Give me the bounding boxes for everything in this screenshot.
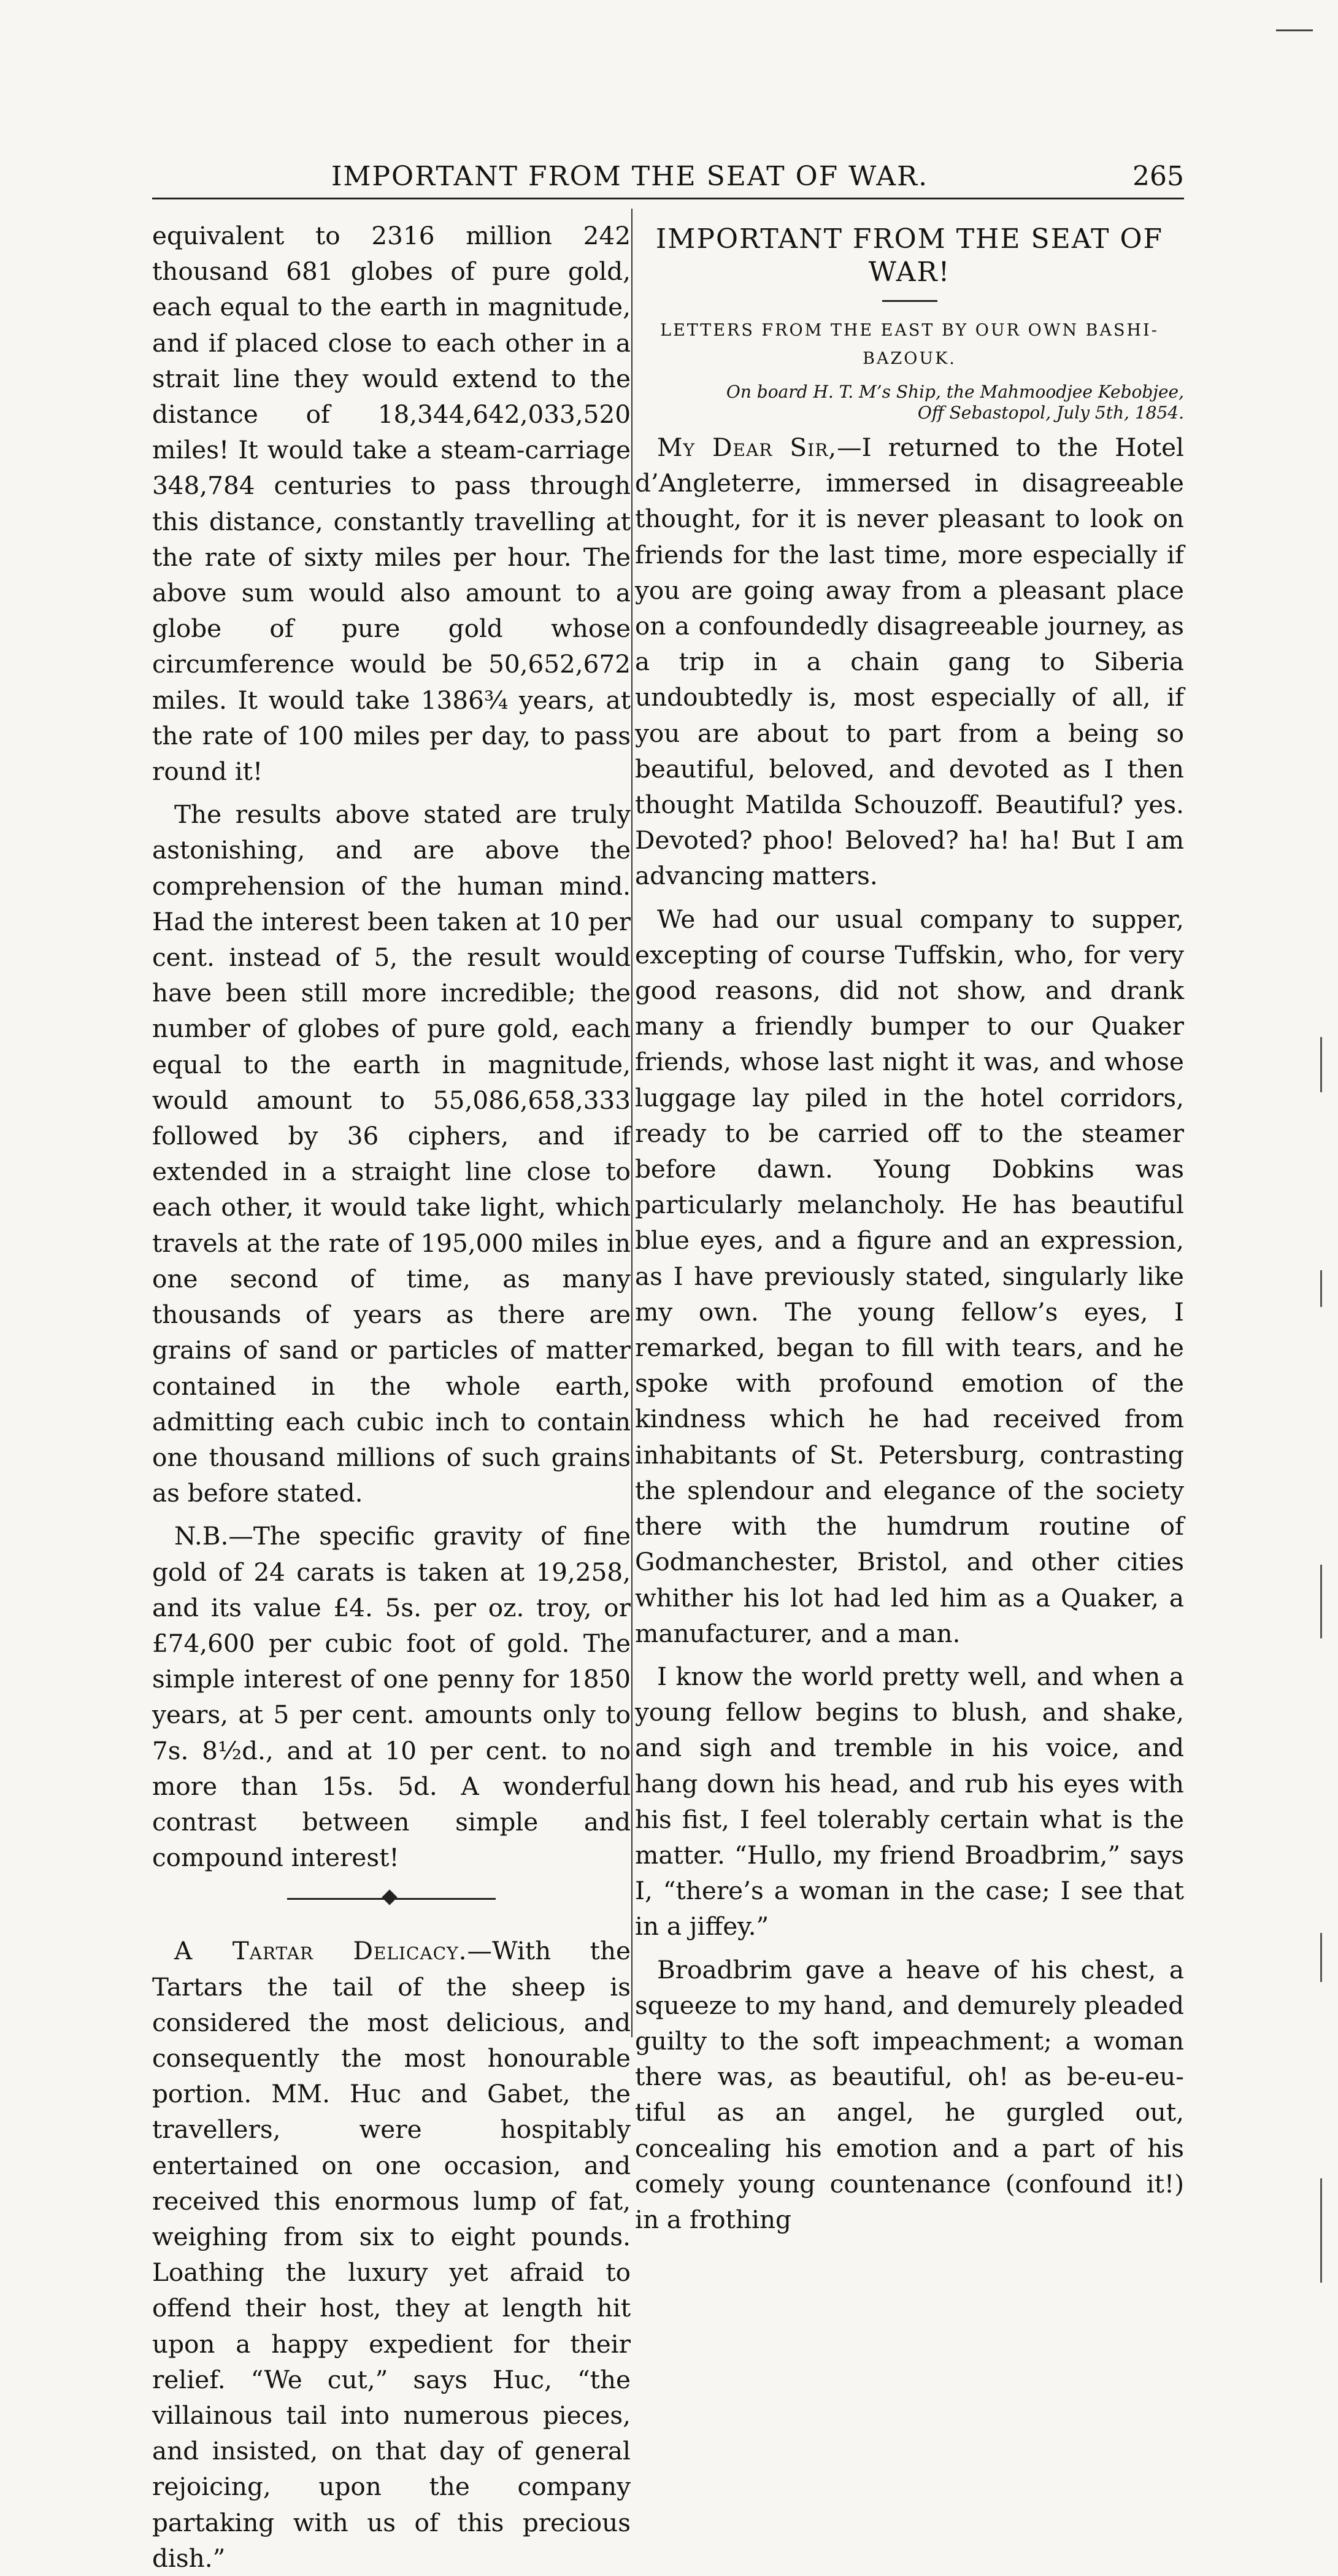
dateline <box>635 382 1184 423</box>
section-ornament <box>287 1891 496 1906</box>
left-paragraph-3: N.B.—The specific gravity of fine gold of 24 carats is taken at 19,258, and its value £4. 5s. per oz. troy, or £74,600 per cubic foot of gold. The simple interest of one penny for 1850 years, at 5 per cent. amounts only to 7s. 8½d., and at 10 per cent. to no more than 15s. 5d. A wonderful contrast between simple and compound interest! <box>152 1521 631 1873</box>
running-title: IMPORTANT FROM THE SEAT OF WAR. <box>331 161 929 192</box>
left-paragraph-2: The results above stated are truly astonishing, and are above the comprehension of the human mind. Had the interest been taken at 10 per cent. instead of 5, the result would have been still more incredible; the number of globes of pure gold, each equal to the earth in magnitude, would amount to 55,086,658,333 followed by 36 ciphers, and if extended in a straight line close to each other, it would take light, which travels at the rate of 195,000 miles in one second of time, as many thousands of years as there are grains of sand or particles of matter contained in the whole earth, admitting each cubic inch to contain one thousand millions of such grains as before stated. <box>152 800 631 1508</box>
dateline-line-1: On board H. T. M’s Ship, the Mahmoodjee Kebobjee, <box>726 382 1184 402</box>
page-number: 265 <box>1132 161 1184 192</box>
right-column <box>635 218 1184 2234</box>
header-rule <box>152 198 1184 199</box>
article-title: IMPORTANT FROM THE SEAT OF WAR! <box>655 223 1164 288</box>
scan-edge-mark <box>1276 29 1313 31</box>
tartar-text: —With the Tartars the tail of the sheep is considered the most delicious, and consequently the most honourable portion. MM. Huc and Gabet, the travellers, were hospitably entertained on one occasion, and received this enormous lump of fat, weighing from six to eight pounds. Loathing the luxury yet afraid to offend their host, they at length hit upon a happy expedient for their relief. “We cut,” says Huc, “the villainous tail into numerous pieces, and insisted, on that day of general rejoicing, upon the company partaking with us of this precious dish.” <box>152 1936 631 2573</box>
left-column <box>152 218 631 2573</box>
right-paragraph-1 <box>635 430 1184 894</box>
scan-gutter-marks <box>1313 1012 1331 2289</box>
right-paragraph-2: We had our usual company to supper, excepting of course Tuffskin, who, for very good reasons, did not show, and drank many a friendly bumper to our Quaker friends, whose last night it was, and whose luggage lay piled in the hotel corridors, ready to be carried off to the steamer before dawn. Young Dobkins was particularly melancholy. He has beautiful blue eyes, and a figure and an expression, as I have previously stated, singularly like my own. The young fellow’s eyes, I remarked, began to fill with tears, and he spoke with profound emotion of the kindness which he had received from inhabitants of St. Petersburg, contrasting the splendour and elegance of the society there with the humdrum routine of Godmanchester, Bristol, and other cities whither his lot had led him as a Quaker, a manufacturer, and a man. <box>635 904 1184 1648</box>
title-rule <box>882 300 937 302</box>
left-paragraph-1: equivalent to 2316 million 242 thousand 681 globes of pure gold, each equal to the earth in magnitude, and if placed close to each other in a strait line they would extend to the distance of 18,344,642,033,520 miles! It would take a steam-carriage 348,784 centuries to pass through this distance, constantly travelling at the rate of sixty miles per hour. The above sum would also amount to a globe of pure gold whose circumference would be 50,652,672 miles. It would take 1386¾ years, at the rate of 100 miles per day, to pass round it! <box>152 221 631 787</box>
article-subheading: LETTERS FROM THE EAST BY OUR OWN BASHI-BAZOUK. <box>660 321 1159 368</box>
salutation: My Dear Sir, <box>657 433 837 462</box>
tartar-paragraph <box>152 1933 631 2576</box>
right-paragraph-1-text: —I returned to the Hotel d’Angleterre, immersed in disagreeable thought, for it is never pleasant to look on friends for the last time, more especially if you are going away from a pleasant place on a confoundedly disagreeable journey, as a trip in a chain gang to Siberia undoubtedly is, most especially of all, if you are about to part from a being so beautiful, beloved, and devoted as I then thought Matilda Schouzoff. Beautiful? yes. Devoted? phoo! Beloved? ha! ha! But I am advancing matters. <box>635 433 1184 891</box>
dateline-line-2: Off Sebastopol, July 5th, 1854. <box>917 403 1184 423</box>
right-paragraph-4: Broadbrim gave a heave of his chest, a squeeze to my hand, and demurely pleaded guilty to the soft impeachment; a woman there was, as beautiful, oh! as be-eu-eu-tiful as an angel, he gurgled out, concealing his emotion and a part of his comely young countenance (confound it!) in a frothing <box>635 1954 1184 2234</box>
tartar-heading: A Tartar Delicacy. <box>174 1936 467 1966</box>
right-paragraph-3: I know the world pretty well, and when a young fellow begins to blush, and shake, and sigh and tremble in his voice, and hang down his head, and rub his eyes with his fist, I feel tolerably certain what is the matter. “Hullo, my friend Broadbrim,” says I, “there’s a woman in the case; I see that in a jiffey.” <box>635 1661 1184 1942</box>
column-rule <box>631 209 632 2037</box>
